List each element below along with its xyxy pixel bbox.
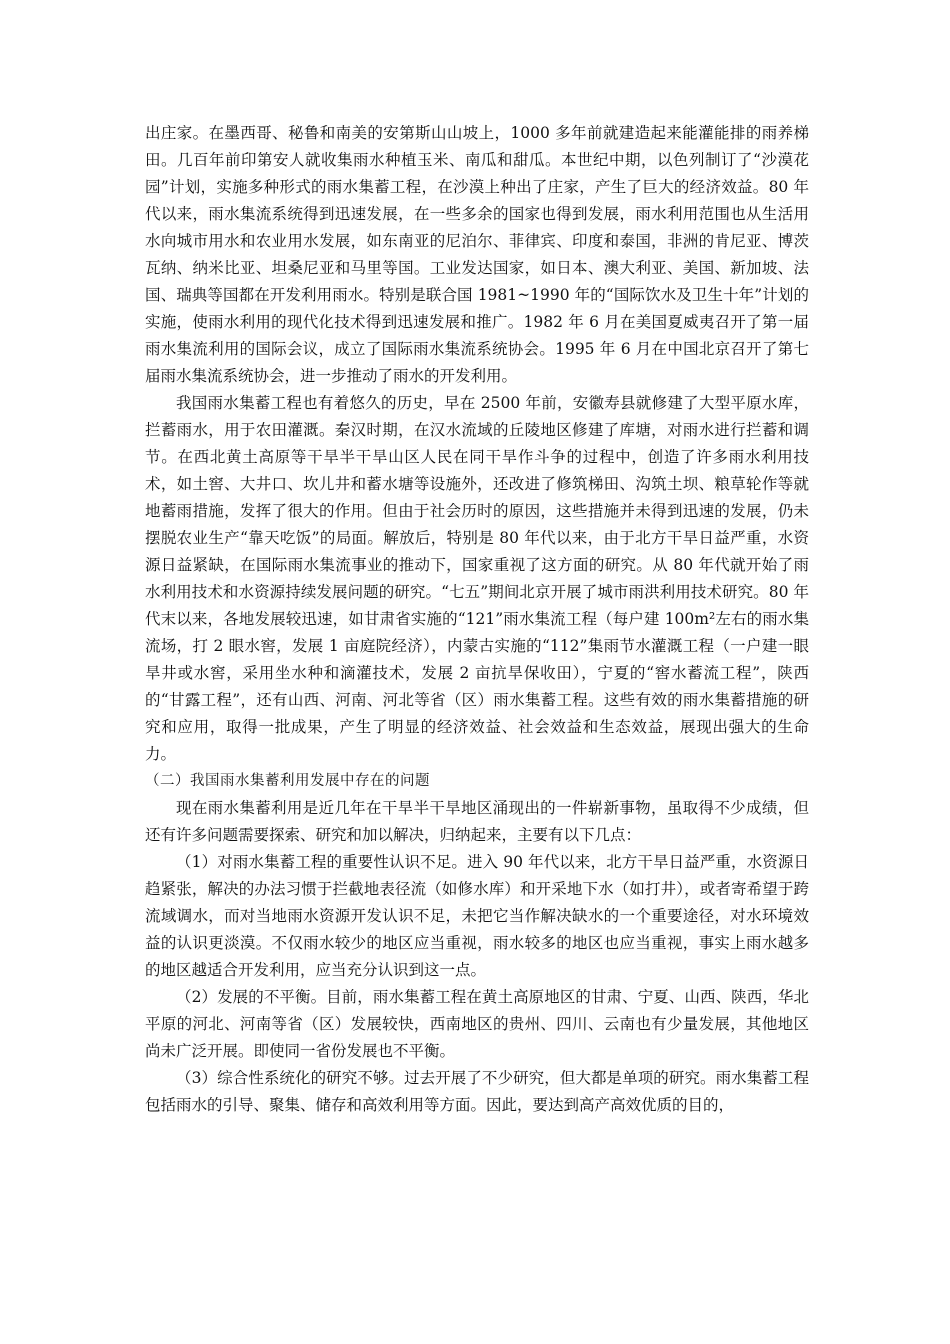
section-intro-paragraph: 现在雨水集蓄利用是近几年在干旱半干旱地区涌现出的一件崭新事物，虽取得不少成绩，但还有许多问题需要探索、研究和加以解决，归纳起来，主要有以下几点： bbox=[145, 799, 809, 844]
body-paragraph: 我国雨水集蓄工程也有着悠久的历史，早在 2500 年前，安徽寿县就修建了大型平原水库，拦蓄雨水，用于农田灌溉。秦汉时期，在汉水流域的丘陵地区修建了库塘，对雨水进行拦蓄和调节。在西北黄土高原等干旱半干旱山区人民在同干旱作斗争的过程中，创造了许多雨水利用技术，如土窖、大井口、坎儿井和蓄水塘等设施外，还改进了修筑梯田、沟筑土坝、粮草轮作等就地蓄雨措施，发挥了很大的作用。但由于社会历时的原因，这些措施并未得到迅速的发展，仍未摆脱农业生产“靠天吃饭”的局面。解放后，特别是 80 年代以来，由于北方干旱日益严重，水资源日益紧缺，在国际雨水集流事业的推动下，国家重视了这方面的研究。从 80 年代就开始了雨水利用技术和水资源持续发展问题的研究。“七五”期间北京开展了城市雨洪利用技术研究。80 年代末以来，各地发展较迅速，如甘肃省实施的“121”雨水集流工程（每户建 100m²左右的雨水集流场，打 2 眼水窖，发展 1 亩庭院经济），内蒙古实施的“112”集雨节水灌溉工程（一户建一眼旱井或水窖，采用坐水种和滴灌技术，发展 2 亩抗旱保收田），宁夏的“窖水蓄流工程”，陕西的“甘露工程”，还有山西、河南、河北等省（区）雨水集蓄工程。这些有效的雨水集蓄措施的研究和应用，取得一批成果，产生了明显的经济效益、社会效益和生态效益，展现出强大的生命力。 bbox=[145, 394, 809, 763]
issue-item-2: （2）发展的不平衡。目前，雨水集蓄工程在黄土高原地区的甘肃、宁夏、山西、陕西，华北平原的河北、河南等省（区）发展较快，西南地区的贵州、四川、云南也有少量发展，其他地区尚未广泛开展。即使同一省份发展也不平衡。 bbox=[145, 988, 809, 1060]
body-paragraph-continued: 出庄家。在墨西哥、秘鲁和南美的安第斯山山坡上，1000 多年前就建造起来能灌能排的雨养梯田。几百年前印第安人就收集雨水种植玉米、南瓜和甜瓜。本世纪中期，以色列制订了“沙漠花园”计划，实施多种形式的雨水集蓄工程，在沙漠上种出了庄家，产生了巨大的经济效益。80 年代以来，雨水集流系统得到迅速发展，在一些多余的国家也得到发展，雨水利用范围也从生活用水向城市用水和农业用水发展，如东南亚的尼泊尔、菲律宾、印度和泰国，非洲的肯尼亚、博茨瓦纳、纳米比亚、坦桑尼亚和马里等国。工业发达国家，如日本、澳大利亚、美国、新加坡、法国、瑞典等国都在开发利用雨水。特别是联合国 1981~1990 年的“国际饮水及卫生十年”计划的实施，使雨水利用的现代化技术得到迅速发展和推广。1982 年 6 月在美国夏威夷召开了第一届雨水集流利用的国际会议，成立了国际雨水集流系统协会。1995 年 6 月在中国北京召开了第七届雨水集流系统协会，进一步推动了雨水的开发利用。 bbox=[145, 124, 809, 385]
issue-item-1: （1）对雨水集蓄工程的重要性认识不足。进入 90 年代以来，北方干旱日益严重，水资源日趋紧张，解决的办法习惯于拦截地表径流（如修水库）和开采地下水（如打井），或者寄希望于跨流域调水，而对当地雨水资源开发认识不足，未把它当作解决缺水的一个重要途径，对水环境效益的认识更淡漠。不仅雨水较少的地区应当重视，雨水较多的地区也应当重视，事实上雨水越多的地区越适合开发利用，应当充分认识到这一点。 bbox=[145, 853, 809, 979]
section-heading: （二）我国雨水集蓄利用发展中存在的问题 bbox=[145, 773, 430, 789]
issue-item-3: （3）综合性系统化的研究不够。过去开展了不少研究，但大都是单项的研究。雨水集蓄工程包括雨水的引导、聚集、储存和高效利用等方面。因此，要达到高产高效优质的目的， bbox=[145, 1069, 809, 1114]
document-page bbox=[145, 120, 809, 1119]
